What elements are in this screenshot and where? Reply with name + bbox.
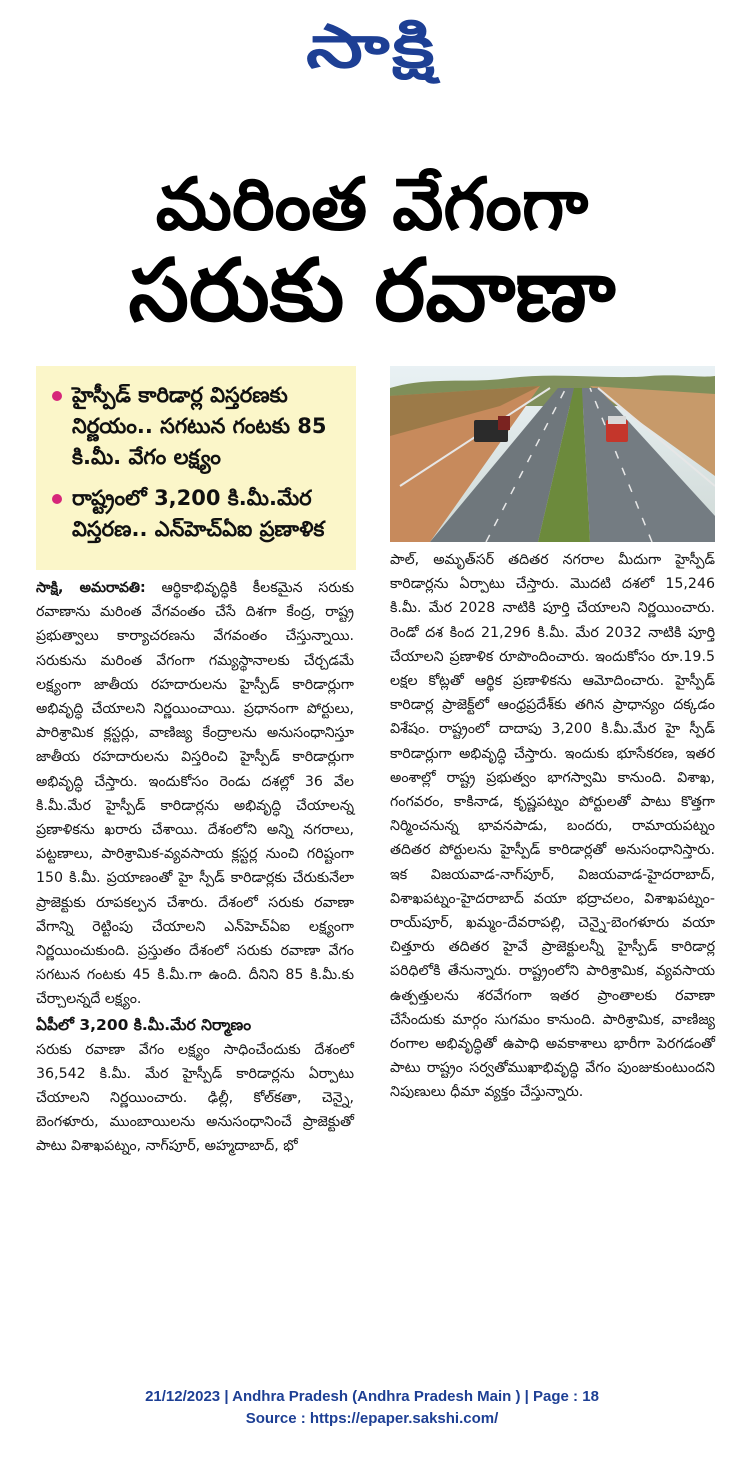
masthead-logo: సాక్షి (306, 12, 438, 82)
article-subhead: ఏపీలో 3,200 కి.మీ.మేర నిర్మాణం (36, 1015, 252, 1034)
article-column-left (36, 576, 354, 1159)
highlight-text: రాష్ట్రంలో 3,200 కి.మీ.మేర విస్తరణ.. ఎన్‌హెచ్‌ఏఐ ప్రణాళిక (72, 486, 325, 541)
highway-photo (390, 366, 715, 542)
headline-line-1: మరింత వేగంగా (155, 162, 589, 246)
article-text: ఆర్థికాభివృద్ధికి కీలకమైన సరుకు రవాణాను మరింత వేగవంతం చేసే దిశగా కేంద్ర, రాష్ట్ర ప్రభుత్వాలు కార్యాచరణను వేగవంతం చేస్తున్నాయి. సరుకును మరింత వేగంగా గమ్యస్థానాలకు చేర్చడమే లక్ష్యంగా జాతీయ రహదారులను హైస్పీడ్‌ కారిడార్లుగా అభివృద్ధి చేయాలని నిర్ణయించాయి. ప్రధానంగా పోర్టులు, పారిశ్రామిక క్లస్టర్లు, వాణిజ్య కేంద్రాలను అనుసంధానిస్తూ జాతీయ రహదారులను విస్తరించి హైస్పీడ్‌ కారిడార్లుగా అభివృద్ధి చేస్తారు. ఇందుకోసం రెండు దశల్లో 36 వేల కి.మీ.మేర హైస్పీడ్‌ కారిడార్లను అభివృద్ధి చేయాలన్న ప్రణాళికను ఖరారు చేశాయి. దేశంలోని అన్ని నగరాలు, పట్టణాలు, పారిశ్రామిక-వ్యవసాయ క్లస్టర్ల నుంచి గరిష్టంగా 150 కి.మీ. ప్రయాణంతో హై స్పీడ్‌ కారిడార్లకు చేరుకునేలా ప్రాజెక్టుకు రూపకల్పన చేశారు. దేశంలో సరుకు రవాణా వేగాన్ని రెట్టింపు చేయాలని ఎన్‌హెచ్‌ఏఐ లక్ష్యంగా నిర్ణయించుకుంది. ప్రస్తుతం దేశంలో సరుకు రవాణా వేగం సగటున గంటకు 45 కి.మీ.గా ఉంది. దీనిని 85 కి.మీ.కు చేర్చాలన్నదే లక్ష్యం. (36, 580, 354, 1008)
article-paragraph (36, 576, 354, 1012)
highlight-item (52, 380, 348, 473)
bullet-icon (52, 494, 62, 504)
footer-date-edition: 21/12/2023 | Andhra Pradesh (Andhra Pradesh Main ) | Page : 18 (145, 1388, 599, 1405)
article-paragraph: సరుకు రవాణా వేగం లక్ష్యం సాధించేందుకు దేశంలో 36,542 కి.మీ. మేర హైస్పీడ్‌ కారిడార్లను ఏర్పాటు చేయాలని నిర్ణయించారు. ఢిల్లీ, కోల్‌కతా, చెన్నై, బెంగళూరు, ముంబాయిలను అనుసంధానించే ప్రాజెక్టుతో పాటు విశాఖపట్నం, నాగ్‌పూర్, అహ్మదాబాద్, భో (36, 1041, 354, 1155)
article-column-right (390, 548, 715, 1105)
dateline: సాక్షి, అమరావతి: (36, 580, 146, 596)
highlight-item (52, 483, 348, 545)
footer-source: Source : https://epaper.sakshi.com/ (245, 1410, 499, 1427)
highlight-text: హైస్పీడ్‌ కారిడార్ల విస్తరణకు నిర్ణయం.. సగటున గంటకు 85 కి.మీ. వేగం లక్ష్యం (72, 383, 327, 469)
masthead (0, 8, 744, 100)
highlights-box (36, 366, 356, 570)
article-paragraph: పాల్, అమృత్‌సర్‌ తదితర నగరాల మీదుగా హైస్పీడ్‌ కారిడార్లను ఏర్పాటు చేస్తారు. మొదటి దశలో 15,246 కి.మీ. మేర 2028 నాటికి పూర్తి చేయాలని నిర్ణయించారు. రెండో దశ కింద 21,296 కి.మీ. మేర 2032 నాటికి పూర్తి చేయాలని ప్రణాళిక రూపొందించారు. ఇందుకోసం రూ.19.5 లక్షల కోట్లతో ఆర్థిక ప్రణాళికను ఆమోదించారు. హైస్పీడ్‌ కారిడార్ల ప్రాజెక్ట్‌లో ఆంధ్రప్రదేశ్‌కు తగిన ప్రాధాన్యం దక్కడం విశేషం. రాష్ట్రంలో దాదాపు 3,200 కి.మీ.మేర హై స్పీడ్‌ కారిడార్లుగా అభివృద్ధి చేస్తారు. ఇందుకు భూసేకరణ, ఇతర అంశాల్లో రాష్ట్ర ప్రభుత్వం భాగస్వామి కానుంది. విశాఖ, గంగవరం, కాకినాడ, కృష్ణపట్నం పోర్టులతో పాటు కొత్తగా నిర్మించనున్న భావనపాడు, బందరు, రామాయపట్నం తదితర పోర్టులను హైస్పీడ్‌ కారిడార్లతో అనుసంధానిస్తారు. ఇక విజయవాడ-నాగ్‌పూర్, విజయవాడ-హైదరాబాద్, విశాఖపట్నం-హైదరాబాద్‌ వయా భద్రాచలం, విశాఖపట్నం-రాయ్‌పూర్, ఖమ్మం-దేవరాపల్లి, చెన్నై-బెంగళూరు వయా చిత్తూరు తదితర హైవే ప్రాజెక్టులన్నీ హైస్పీడ్‌ కారిడార్ల పరిధిలోకి తేనున్నారు. రాష్ట్రంలోని పారిశ్రామిక, వ్యవసాయ ఉత్పత్తులను శరవేగంగా ఇతర ప్రాంతాలకు రవాణా చేసేందుకు మార్గం సుగమం కానుంది. పారిశ్రామిక, వాణిజ్య రంగాల అభివృద్ధితో ఉపాధి అవకాశాలు భారీగా పెరగడంతో పాటు రాష్ట్రం సర్వతోముఖాభివృద్ధి వేగం పుంజుకుంటుందని నిపుణులు ధీమా వ్యక్తం చేస్తున్నారు. (390, 552, 715, 1101)
headline-line-2: సరుకు రవాణా (128, 241, 616, 341)
bullet-icon (52, 391, 62, 401)
